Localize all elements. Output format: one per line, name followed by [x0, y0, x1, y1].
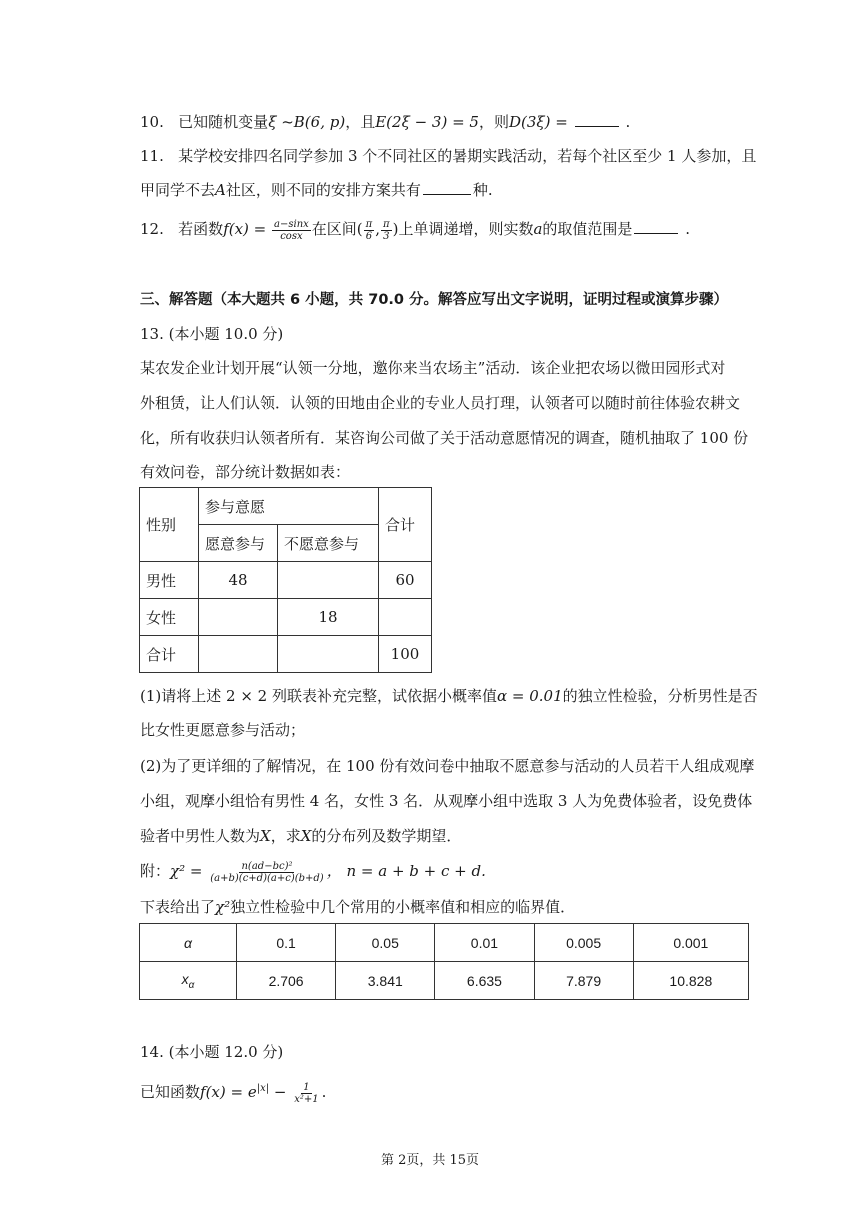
question-10: [140, 112, 630, 132]
answer-blank[interactable]: [423, 180, 471, 195]
text: ，求: [270, 827, 301, 845]
table-cell: 18: [278, 599, 379, 636]
table-cell: [278, 562, 379, 599]
table-cell: α: [140, 924, 237, 962]
chi-square-fraction: [208, 861, 325, 884]
q12-math: f(x) =: [223, 220, 267, 238]
question-12: [140, 216, 690, 242]
table-row: [140, 962, 749, 1000]
exponent: |x|: [256, 1083, 270, 1094]
math: χ² =: [170, 862, 203, 880]
table-row: [140, 636, 432, 673]
question-number: 10.: [140, 113, 164, 131]
page-footer: 第 2页，共 15页: [380, 1153, 480, 1168]
table-cell: 0.05: [336, 924, 435, 962]
question-number: 11.: [140, 147, 164, 165]
table-cell: 3.841: [336, 962, 435, 1000]
table-cell: 参与意愿: [199, 488, 379, 525]
text: 附：: [140, 862, 171, 880]
text: 的独立性检验，分析男性是否: [562, 687, 758, 705]
math: f(x) = e: [200, 1083, 257, 1101]
question-13-header: 13. (本小题 10.0 分): [140, 325, 284, 343]
table-cell: 合计: [379, 488, 432, 562]
table-row: [140, 924, 749, 962]
table-cell: [199, 636, 278, 673]
fraction-denominator: 6: [365, 230, 373, 242]
fraction-numerator: 1: [303, 1081, 310, 1093]
question-14-header: 14. (本小题 12.0 分): [140, 1043, 284, 1061]
sub-question-1-line-2: 比女性更愿意参与活动；: [140, 721, 306, 739]
table-cell: 女性: [140, 599, 199, 636]
table-row: [140, 562, 432, 599]
q11-math: A: [215, 181, 226, 199]
table-cell: 100: [379, 636, 432, 673]
subscript: α: [188, 979, 195, 991]
sub-question-2-line-2: 小组，观摩小组恰有男性 4 名，女性 3 名．从观摩小组中选取 3 人为免费体验者，设免费体: [140, 792, 753, 810]
sub-question-1-line-1: [140, 686, 758, 706]
chi-square-formula: [140, 856, 486, 886]
fraction-denominator: (a+b)(c+d)(a+c)(b+d): [210, 872, 324, 884]
q12-text: 若函数: [178, 220, 224, 238]
text: 验者中男性人数为: [140, 827, 261, 845]
table-cell: [278, 636, 379, 673]
table-cell: 10.828: [633, 962, 748, 1000]
text: (1)请将上述 2 × 2 列联表补充完整，试依据小概率值: [140, 687, 497, 705]
table-cell: 不愿意参与: [278, 525, 379, 562]
table-cell: 男性: [140, 562, 199, 599]
table-cell: 愿意参与: [199, 525, 278, 562]
table-intro: [140, 897, 575, 917]
fraction-numerator: n(ad−bc)²: [241, 860, 293, 872]
q11-text-3: 社区，则不同的安排方案共有: [225, 181, 421, 199]
table-row: [140, 599, 432, 636]
q12-end: .: [685, 220, 690, 238]
sub-question-2-line-1: (2)为了更详细的了解情况，在 100 份有效问卷中抽取不愿意参与活动的人员若干人组成观摩: [140, 757, 755, 775]
text: x: [181, 970, 189, 987]
text: 的分布列及数学期望．: [311, 827, 462, 845]
paragraph-line: 外租赁，让人们认领．认领的田地由企业的专业人员打理，认领者可以随时前往体验农耕文: [140, 394, 741, 412]
q11-text-2: 甲同学不去: [140, 181, 216, 199]
answer-blank[interactable]: [575, 112, 619, 127]
math: −: [269, 1083, 292, 1101]
fraction-denominator: x²+1: [294, 1093, 319, 1105]
table-cell: 60: [379, 562, 432, 599]
q10-math-dist: ξ ~B(6, p): [268, 113, 346, 131]
q12-fraction: [272, 219, 311, 242]
fraction-denominator: cosx: [280, 230, 303, 242]
fraction-numerator: π: [365, 218, 373, 230]
q12-text-4: 的取值范围是: [542, 220, 633, 238]
table-cell: 0.001: [633, 924, 748, 962]
q10-text-3: ，则: [478, 113, 509, 131]
text: 下表给出了: [140, 898, 216, 916]
q10-text: 已知随机变量: [178, 113, 269, 131]
sub-question-2-line-3: [140, 826, 461, 846]
q14-fraction: [292, 1082, 320, 1105]
table-cell: 0.01: [435, 924, 534, 962]
table-cell: 2.706: [237, 962, 336, 1000]
contingency-table: [139, 487, 432, 673]
q10-end: .: [625, 113, 631, 131]
table-cell: [379, 599, 432, 636]
text: 独立性检验中几个常用的小概率值和相应的临界值．: [230, 898, 576, 916]
table-cell: 6.635: [435, 962, 534, 1000]
question-14-line: [140, 1074, 326, 1107]
critical-values-table: [139, 923, 749, 1000]
comma: ,: [375, 220, 381, 238]
q12-text-3: )上单调递增，则实数: [392, 220, 534, 238]
paragraph-line: 化，所有收获归认领者所有．某咨询公司做了关于活动意愿情况的调查，随机抽取了 100 份: [140, 429, 749, 447]
table-cell: 性别: [140, 488, 199, 562]
pi-over-3: [381, 219, 392, 242]
pi-over-6: [364, 219, 375, 242]
math: X: [260, 827, 271, 845]
math: X: [300, 827, 312, 845]
table-cell: [140, 962, 237, 1000]
math: α = 0.01: [496, 687, 563, 705]
paragraph-line: 有效问卷，部分统计数据如表：: [140, 463, 351, 481]
fraction-denominator: 3: [383, 230, 390, 242]
q10-math-variance: D(3ξ) =: [509, 113, 568, 131]
table-cell: 7.879: [534, 962, 633, 1000]
section-heading: 三、解答题（本大题共 6 小题，共 70.0 分。解答应写出文字说明，证明过程或演算步骤）: [140, 292, 729, 308]
paragraph-line: 某农发企业计划开展“认领一分地，邀你来当农场主”活动．该企业把农场以微田园形式对: [140, 359, 726, 377]
q10-text-2: ，且: [345, 113, 376, 131]
q12-math-2: a: [533, 220, 543, 238]
fraction-numerator: a−sinx: [274, 218, 309, 230]
answer-blank[interactable]: [634, 219, 678, 234]
question-11-line-2: [140, 180, 493, 200]
table-cell: 48: [199, 562, 278, 599]
table-cell: 0.1: [237, 924, 336, 962]
q10-math-expectation: E(2ξ − 3) = 5: [375, 113, 479, 131]
q11-text-4: 种.: [472, 181, 493, 199]
fraction-numerator: π: [383, 218, 390, 230]
table-cell: [199, 599, 278, 636]
text: .: [321, 1083, 327, 1101]
table-cell: 0.005: [534, 924, 633, 962]
math: ， n = a + b + c + d.: [326, 862, 486, 880]
math: χ²: [215, 898, 231, 916]
table-cell: 合计: [140, 636, 199, 673]
q12-text-2: 在区间(: [311, 220, 363, 238]
question-11-line-1: [140, 146, 756, 166]
q11-text: 某学校安排四名同学参加 3 个不同社区的暑期实践活动，若每个社区至少 1 人参加，且: [178, 147, 757, 165]
question-number: 12.: [140, 220, 164, 238]
text: 已知函数: [140, 1083, 201, 1101]
